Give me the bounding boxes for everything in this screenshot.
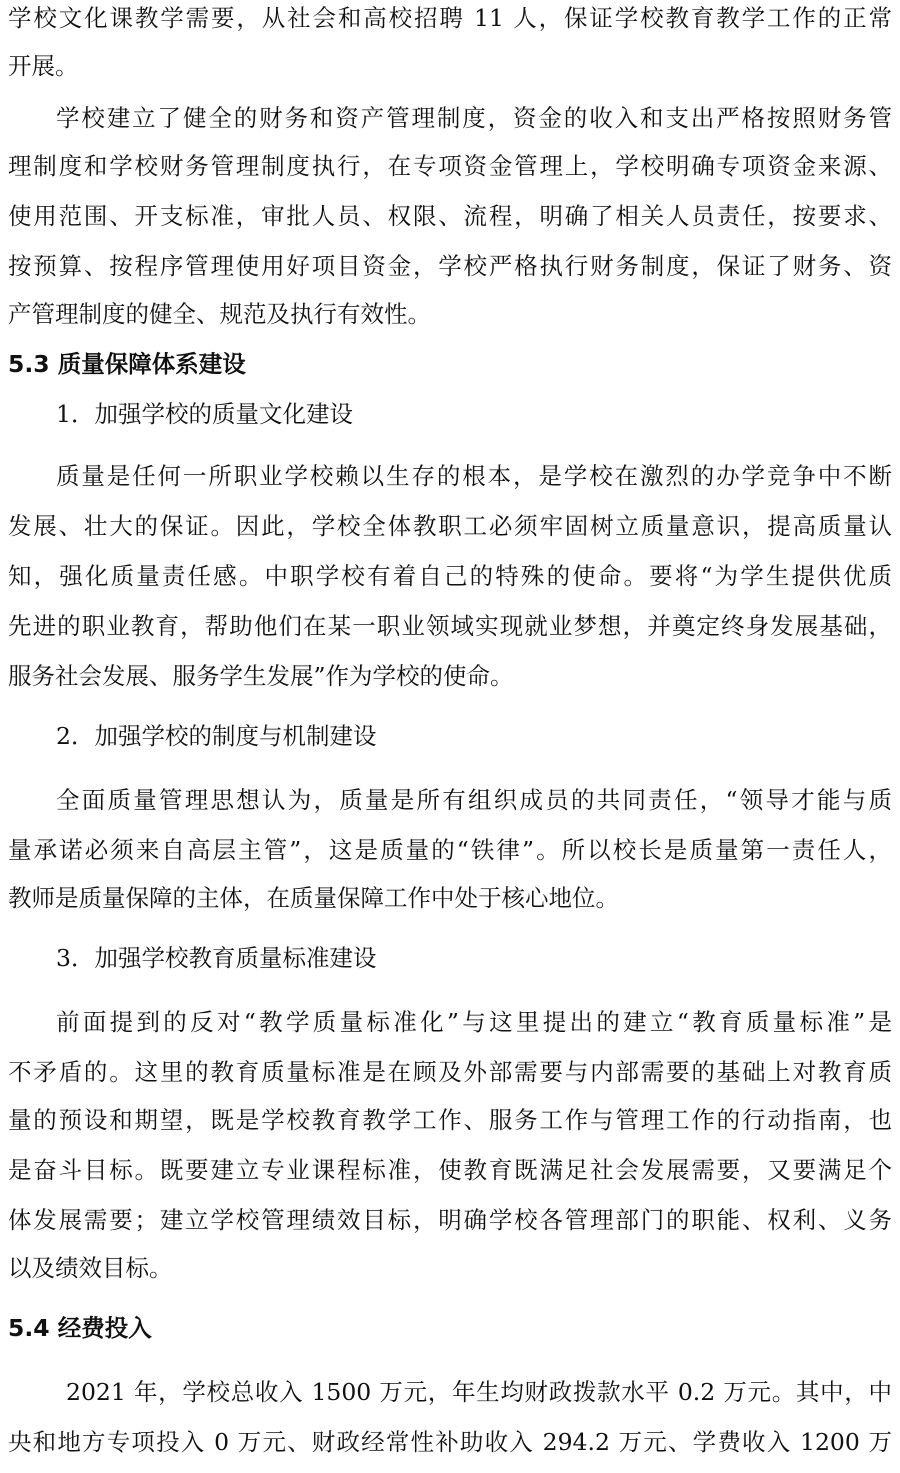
item-1-line-4: 先进的职业教育，帮助他们在某一职业领域实现就业梦想，并奠定终身发展基础， xyxy=(8,612,892,640)
finance-line-3: 使用范围、开支标准，审批人员、权限、流程，明确了相关人员责任，按要求、 xyxy=(8,202,892,230)
funding-line-2: 央和地方专项投入 0 万元、财政经常性补助收入 294.2 万元、学费收入 1200 万 xyxy=(8,1428,892,1456)
item-2-line-3: 教师是质量保障的主体，在质量保障工作中处于核心地位。 xyxy=(8,884,619,912)
item-3-line-5: 体发展需要；建立学校管理绩效目标，明确学校各管理部门的职能、权利、义务 xyxy=(8,1206,892,1234)
section-heading-5-3: 5.3 质量保障体系建设 xyxy=(8,350,246,378)
item-3-title: 3．加强学校教育质量标准建设 xyxy=(56,944,377,972)
intro-line-2: 开展。 xyxy=(8,52,79,80)
item-2-title: 2．加强学校的制度与机制建设 xyxy=(56,722,377,750)
item-3-line-4: 是奋斗目标。既要建立专业课程标准，使教育既满足社会发展需要，又要满足个 xyxy=(8,1156,892,1184)
item-1-title: 1．加强学校的质量文化建设 xyxy=(56,400,353,428)
finance-line-1: 学校建立了健全的财务和资产管理制度，资金的收入和支出严格按照财务管 xyxy=(56,104,892,132)
item-1-line-2: 发展、壮大的保证。因此，学校全体教职工必须牢固树立质量意识，提高质量认 xyxy=(8,512,892,540)
item-3-line-2: 不矛盾的。这里的教育质量标准是在顾及外部需要与内部需要的基础上对教育质 xyxy=(8,1058,892,1086)
section-heading-5-4: 5.4 经费投入 xyxy=(8,1314,152,1342)
item-2-line-2: 量承诺必须来自高层主管”，这是质量的“铁律”。所以校长是质量第一责任人， xyxy=(8,836,892,864)
item-1-line-1: 质量是任何一所职业学校赖以生存的根本，是学校在激烈的办学竞争中不断 xyxy=(56,462,892,490)
item-3-line-1: 前面提到的反对“教学质量标准化”与这里提出的建立“教育质量标准”是 xyxy=(56,1008,892,1036)
item-3-line-6: 以及绩效目标。 xyxy=(8,1254,173,1282)
item-2-line-1: 全面质量管理思想认为，质量是所有组织成员的共同责任，“领导才能与质 xyxy=(56,786,892,814)
finance-line-4: 按预算、按程序管理使用好项目资金，学校严格执行财务制度，保证了财务、资 xyxy=(8,252,892,280)
intro-line-1: 学校文化课教学需要，从社会和高校招聘 11 人，保证学校教育教学工作的正常 xyxy=(8,4,892,32)
item-1-line-5: 服务社会发展、服务学生发展”作为学校的使命。 xyxy=(8,662,514,690)
finance-line-2: 理制度和学校财务管理制度执行，在专项资金管理上，学校明确专项资金来源、 xyxy=(8,152,892,180)
item-3-line-3: 量的预设和期望，既是学校教育教学工作、服务工作与管理工作的行动指南，也 xyxy=(8,1106,892,1134)
funding-line-1: 2021 年，学校总收入 1500 万元，年生均财政拨款水平 0.2 万元。其中，中 xyxy=(66,1378,892,1406)
item-1-line-3: 知，强化质量责任感。中职学校有着自己的特殊的使命。要将“为学生提供优质 xyxy=(8,562,892,590)
finance-line-5: 产管理制度的健全、规范及执行有效性。 xyxy=(8,300,431,328)
